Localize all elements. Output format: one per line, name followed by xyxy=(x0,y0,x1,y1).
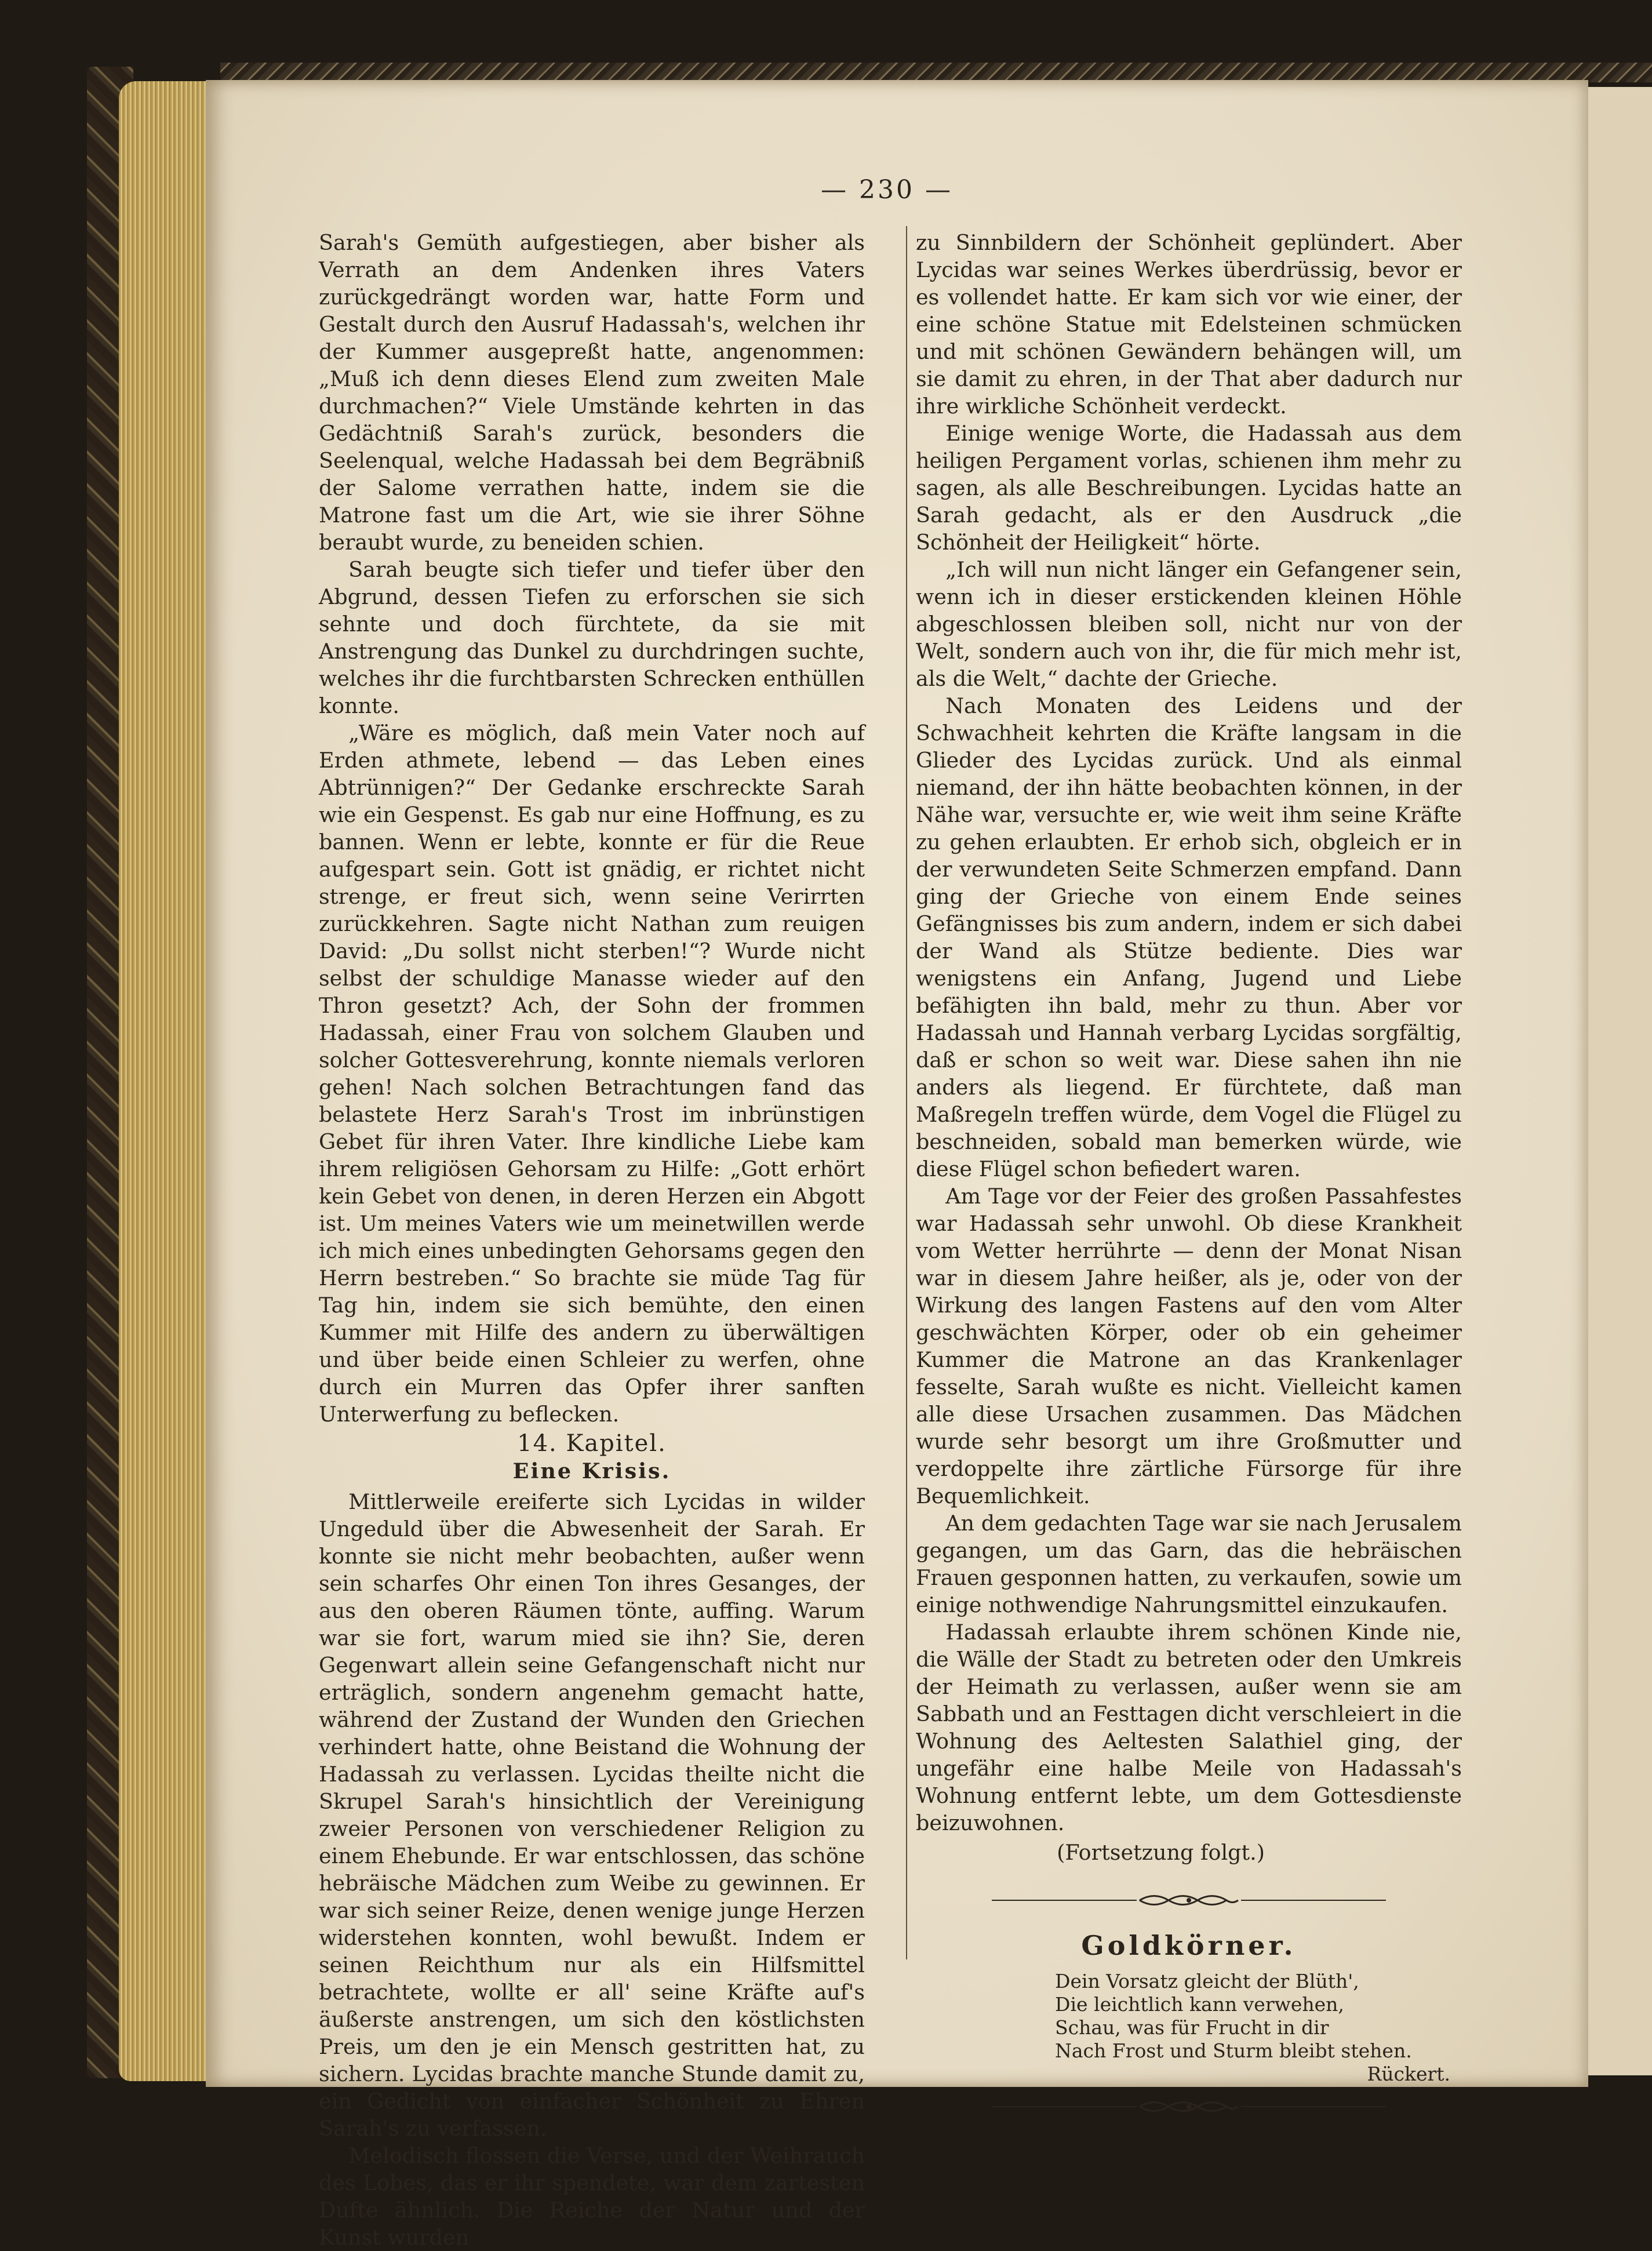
continuation-note: (Fortsetzung folgt.) xyxy=(1057,1840,1265,1865)
right-column xyxy=(916,229,1462,2115)
facing-page-edge xyxy=(1582,87,1652,2075)
paragraph: An dem gedachten Tage war sie nach Jerusalem gegangen, um das Garn, das die hebräischen Frauen gesponnen hatten, zu verkaufen, sowie um einige nothwendige Nahrungsmittel einzukaufen. xyxy=(916,1511,1462,1617)
chapter-heading: 14. Kapitel. xyxy=(517,1430,667,1457)
poem-line: Schau, was für Frucht in dir xyxy=(1055,2016,1329,2039)
paragraph: Hadassah erlaubte ihrem schönen Kinde nie, die Wälle der Stadt zu betreten oder den Umkreis der Heimath zu verlassen, außer wenn sie am Sabbath und an Festtagen dicht verschleiert in die Wohnung des Aeltesten Salathiel ging, der ungefähr eine halbe Meile von Hadassah's Wohnung entfernt lebte, um dem Gottesdienste beizuwohnen. xyxy=(916,1620,1462,1835)
left-column xyxy=(319,229,865,2251)
poem-line: Dein Vorsatz gleicht der Blüth', xyxy=(1055,1970,1359,1992)
paragraph: Melodisch flossen die Verse, und der Weihrauch des Lobes, das er ihr spendete, war dem zartesten Dufte ähnlich. Die Reiche der Natur und der Kunst wurden xyxy=(319,2143,865,2250)
paragraph: Einige wenige Worte, die Hadassah aus dem heiligen Pergament vorlas, schienen ihm mehr zu sagen, als alle Beschreibungen. Lycidas hatte an Sarah gedacht, als er den Ausdruck „die Schönheit der Heiligkeit“ hörte. xyxy=(916,421,1462,555)
poem-line: Nach Frost und Sturm bleibt stehen. xyxy=(1055,2039,1412,2062)
paragraph: Am Tage vor der Feier des großen Passahfestes war Hadassah sehr unwohl. Ob diese Krankheit vom Wetter herrührte — denn der Monat Nisan war in diesem Jahre heißer, als je, oder von der Wirkung des langen Fastens auf den vom Alter geschwächten Körper, oder ob ein geheimer Kummer die Matrone an das Krankenlager fesselte, Sarah wußte es nicht. Vielleicht kamen alle diese Ursachen zusammen. Das Mädchen wurde sehr besorgt um ihre Großmutter und verdoppelte ihre zärtliche Fürsorge für ihre Bequemlichkeit. xyxy=(916,1184,1462,1508)
poem-author: Rückert. xyxy=(1367,2063,1450,2085)
paragraph: „Ich will nun nicht länger ein Gefangener sein, wenn ich in dieser erstickenden kleinen Höhle abgeschlossen bleiben soll, nicht nur von der Welt, sondern auch von ihr, die für mich mehr ist, als die Welt,“ dachte der Grieche. xyxy=(916,557,1462,691)
page-number: — 230 — xyxy=(821,175,953,205)
paragraph: Sarah beugte sich tiefer und tiefer über den Abgrund, dessen Tiefen zu erforschen sie sich sehnte und doch fürchtete, da sie mit Anstrengung das Dunkel zu durchdringen suchte, welches ihr die furchtbarsten Schrecken enthüllen konnte. xyxy=(319,557,865,718)
poem-title: Goldkörner. xyxy=(1081,1930,1297,1961)
ornament-divider xyxy=(992,2098,1386,2115)
ornament-divider xyxy=(992,1892,1386,1909)
marbled-cover-edge xyxy=(220,63,1652,82)
column-divider xyxy=(906,226,907,1959)
poem-line: Die leichtlich kann verwehen, xyxy=(1055,1993,1344,2016)
paragraph: Nach Monaten des Leidens und der Schwachheit kehrten die Kräfte langsam in die Glieder des Lycidas zurück. Und als einmal niemand, der ihn hätte beobachten können, in der Nähe war, versuchte er, wie weit ihm seine Kräfte zu gehen erlaubten. Er erhob sich, obgleich er in der verwundeten Seite Schmerzen empfand. Dann ging der Grieche von einem Ende seines Gefängnisses bis zum andern, indem er sich dabei der Wand als Stütze bediente. Dies war wenigstens ein Anfang, Jugend und Liebe befähigten ihn bald, mehr zu thun. Aber vor Hadassah und Hannah verbarg Lycidas sorgfältig, daß er schon so weit war. Diese sahen ihn nie anders als liegend. Er fürchtete, daß man Maßregeln treffen würde, dem Vogel die Flügel zu beschneiden, sobald man bemerken würde, wie diese Flügel schon befiedert waren. xyxy=(916,693,1462,1181)
paragraph: Mittlerweile ereiferte sich Lycidas in wilder Ungeduld über die Abwesenheit der Sarah. Er konnte sie nicht mehr beobachten, außer wenn sein scharfes Ohr einen Ton ihres Gesanges, der aus den oberen Räumen tönte, auffing. Warum war sie fort, warum mied sie ihn? Sie, deren Gegenwart allein seine Gefangenschaft nicht nur erträglich, sondern angenehm gemacht hatte, während der Zustand der Wunden den Griechen verhindert hatte, ohne Beistand die Wohnung der Hadassah zu verlassen. Lycidas theilte nicht die Skrupel Sarah's hinsichtlich der Vereinigung zweier Personen von verschiedener Religion zu einem Ehebunde. Er war entschlossen, das schöne hebräische Mädchen zum Weibe zu gewinnen. Er war sich seiner Reize, denen wenige junge Herzen widerstehen konnten, wohl bewußt. Indem er seinen Reichthum nur als ein Hilfsmittel betrachtete, wollte er all' seine Kräfte auf's äußerste anstrengen, um sich den köstlichsten Preis, um den je ein Mensch gestritten hat, zu sichern. Lycidas brachte manche Stunde damit zu, ein Gedicht von einfacher Schönheit zu Ehren Sarah's zu verfassen. xyxy=(319,1489,865,2141)
poem xyxy=(1055,1970,1462,2063)
chapter-subtitle: Eine Krisis. xyxy=(512,1459,671,1483)
paragraph: zu Sinnbildern der Schönheit geplündert. Aber Lycidas war seines Werkes überdrüssig, bevor er es vollendet hatte. Er kam sich vor wie einer, der eine schöne Statue mit Edelsteinen schmücken und mit schönen Gewändern behängen will, um sie damit zu ehren, in der That aber dadurch nur ihre wirkliche Schönheit verdeckt. xyxy=(916,230,1462,419)
paragraph: „Wäre es möglich, daß mein Vater noch auf Erden athmete, lebend — das Leben eines Abtrünnigen?“ Der Gedanke erschreckte Sarah wie ein Gespenst. Es gab nur eine Hoffnung, es zu bannen. Wenn er lebte, konnte er für die Reue aufgespart sein. Gott ist gnädig, er richtet nicht strenge, er freut sich, wenn seine Verirrten zurückkehren. Sagte nicht Nathan zum reuigen David: „Du sollst nicht sterben!“? Wurde nicht selbst der schuldige Manasse wieder auf den Thron gesetzt? Ach, der Sohn der frommen Hadassah, einer Frau von solchem Glauben und solcher Gottesverehrung, konnte niemals verloren gehen! Nach solchen Betrachtungen fand das belastete Herz Sarah's Trost im inbrünstigen Gebet für ihren Vater. Ihre kindliche Liebe kam ihrem religiösen Gehorsam zu Hilfe: „Gott erhört kein Gebet von denen, in deren Herzen ein Abgott ist. Um meines Vaters wie um meinetwillen werde ich mich eines unbedingten Gehorsams gegen den Herrn bestreben.“ So brachte sie müde Tag für Tag hin, indem sie sich bemühte, den einen Kummer mit Hilfe des andern zu überwältigen und über beide einen Schleier zu werfen, ohne durch ein Murren das Opfer ihrer sanften Unterwerfung zu beflecken. xyxy=(319,721,865,1427)
paragraph: Sarah's Gemüth aufgestiegen, aber bisher als Verrath an dem Andenken ihres Vaters zurückgedrängt worden war, hatte Form und Gestalt durch den Ausruf Hadassah's, welchen ihr der Kummer ausgepreßt hatte, angenommen: „Muß ich denn dieses Elend zum zweiten Male durchmachen?“ Viele Umstände kehrten in das Gedächtniß Sarah's zurück, besonders die Seelenqual, welche Hadassah bei dem Begräbniß der Salome verrathen hatte, indem sie die Matrone fast um die Art, wie sie ihrer Söhne beraubt wurde, zu beneiden schien. xyxy=(319,230,865,555)
page-edges xyxy=(119,81,206,2081)
